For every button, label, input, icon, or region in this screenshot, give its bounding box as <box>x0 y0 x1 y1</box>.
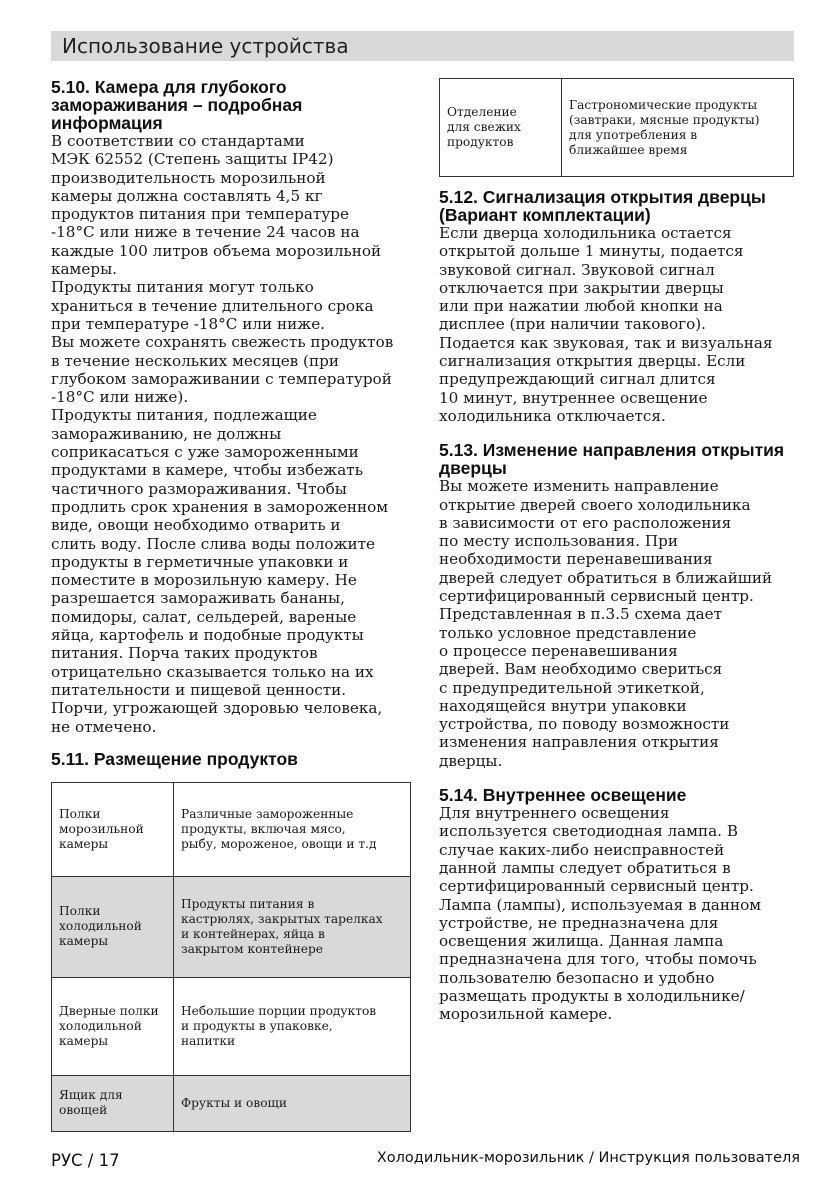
body-line: используется светодиодная лампа. В <box>439 822 738 841</box>
table-row <box>440 79 794 177</box>
body-line: освещения жилища. Данная лампа <box>439 932 724 951</box>
body-line: с предупредительной этикеткой, <box>439 678 705 697</box>
cell-line: камеры <box>59 836 109 851</box>
body-line: данной лампы следует обратиться в <box>439 858 731 877</box>
body-line: только условное представление <box>439 623 697 642</box>
cell-line: (завтраки, мясные продукты) <box>569 112 760 127</box>
body-line: размещать продукты в холодильнике/ <box>439 986 745 1005</box>
cell-line: Отделение <box>447 105 517 119</box>
body-line: в зависимости от его расположения <box>439 513 732 532</box>
body-line: замораживанию, не должны <box>51 424 282 443</box>
body-line: по месту использования. При <box>439 532 678 551</box>
body-line: питания. Порча таких продуктов <box>51 644 318 663</box>
cell-line: Фрукты и овощи <box>181 1095 288 1110</box>
section-5-12-body <box>439 224 794 425</box>
cell-line: рыбу, мороженое, овощи и т.д <box>181 836 377 851</box>
table-cell <box>440 79 562 177</box>
body-line: о процессе перенавешивания <box>439 641 678 660</box>
body-line: отключается при закрытии дверцы <box>439 278 724 297</box>
body-line: разрешается замораживать бананы, <box>51 589 345 608</box>
placement-table <box>51 782 411 1132</box>
table-cell <box>52 782 174 876</box>
table-row <box>52 977 411 1075</box>
body-line: глубоком замораживании с температурой <box>51 369 392 388</box>
body-line: В соответствии со стандартами <box>51 132 305 150</box>
body-line: храниться в течение длительного срока <box>51 296 374 315</box>
body-line: в течение нескольких месяцев (при <box>51 351 339 370</box>
section-5-13-title <box>439 441 794 477</box>
table-cell <box>52 977 174 1075</box>
left-column <box>51 78 411 1132</box>
body-line: Подается как звуковая, так и визуальная <box>439 333 773 352</box>
body-line: Продукты питания, подлежащие <box>51 406 317 425</box>
title-line: дверцы <box>439 458 507 479</box>
body-line: камеры. <box>51 260 117 279</box>
table-cell <box>174 977 411 1075</box>
body-line: частичного размораживания. Чтобы <box>51 479 347 498</box>
body-line: продлить срок хранения в замороженном <box>51 497 389 516</box>
cell-line: кастрюлях, закрытых тарелках <box>181 911 383 926</box>
cell-line: Полки <box>59 904 101 919</box>
body-line: Порчи, угрожающей здоровью человека, <box>51 699 383 718</box>
body-line: не отмечено. <box>51 717 157 736</box>
table-cell <box>174 876 411 977</box>
body-line: находящейся внутри упаковки <box>439 696 687 715</box>
body-line: виде, овощи необходимо отварить и <box>51 516 341 535</box>
section-5-13-body <box>439 477 794 770</box>
body-line: Представленная в п.3.5 схема дает <box>439 605 723 624</box>
body-line: изменения направления открытия <box>439 733 719 752</box>
body-line: поместите в морозильную камеру. Не <box>51 571 357 590</box>
document-title: Холодильник-морозильник / Инструкция пользователя <box>376 1150 800 1166</box>
cell-line: Гастрономические продукты <box>569 97 758 112</box>
right-column <box>439 78 794 1024</box>
table-row <box>52 782 411 876</box>
section-5-12-title <box>439 188 794 224</box>
cell-line: холодильной <box>59 1018 142 1033</box>
title-line: 5.13. Изменение направления открытия <box>439 440 785 461</box>
body-line: случае каких-либо неисправностей <box>439 840 725 859</box>
cell-line: камеры <box>59 1033 109 1048</box>
section-5-14-title: 5.14. Внутреннее освещение <box>439 785 687 806</box>
body-line: Продукты питания могут только <box>51 278 314 297</box>
body-line: морозильной камере. <box>439 1005 613 1024</box>
body-line: холодильника отключается. <box>439 406 666 425</box>
body-line: Если дверца холодильника остается <box>439 224 732 242</box>
body-line: сигнализация открытия дверцы. Если <box>439 352 746 371</box>
body-line: дверей. Вам необходимо свериться <box>439 660 723 679</box>
body-line: каждые 100 литров объема морозильной <box>51 241 382 260</box>
body-line: Вы можете сохранять свежесть продуктов <box>51 333 394 352</box>
cell-line: Различные замороженные <box>181 806 354 821</box>
body-line: продукты в герметичные упаковки и <box>51 552 349 571</box>
body-line: предназначена для того, чтобы помочь <box>439 950 757 969</box>
cell-line: и продукты в упаковке, <box>181 1018 333 1033</box>
table-cell <box>174 782 411 876</box>
body-line: открытой дольше 1 минуты, подается <box>439 242 744 261</box>
body-line: предупреждающий сигнал длится <box>439 370 716 389</box>
body-line: продуктов питания при температуре <box>51 205 349 224</box>
body-line: слить воду. После слива воды положите <box>51 534 375 553</box>
body-line: устройстве, не предназначена для <box>439 913 719 932</box>
body-line: -18°C или ниже). <box>51 388 189 407</box>
table-row <box>52 1075 411 1131</box>
body-line: или при нажатии любой кнопки на <box>439 297 723 316</box>
fresh-compartment-table <box>439 78 794 177</box>
section-5-14-body <box>439 804 794 1024</box>
table-row <box>52 876 411 977</box>
title-line: 5.12. Сигнализация открытия дверцы <box>439 187 766 207</box>
body-line: дисплее (при наличии такового). <box>439 315 706 334</box>
section-5-11-title: 5.11. Размещение продуктов <box>51 748 298 769</box>
cell-line: Продукты питания в <box>181 896 315 911</box>
cell-line: для употребления в <box>569 127 698 142</box>
body-line: помидоры, салат, сельдерей, вареные <box>51 607 357 626</box>
body-line: Лампа (лампы), используемая в данном <box>439 895 762 914</box>
table-cell <box>562 79 794 177</box>
cell-line: Полки <box>59 806 101 821</box>
body-line: питательности и пищевой ценности. <box>51 680 347 699</box>
body-line: открытие дверей своего холодильника <box>439 495 751 514</box>
cell-line: холодильной <box>59 919 142 934</box>
body-line: соприкасаться с уже замороженными <box>51 443 359 462</box>
cell-line: овощей <box>59 1103 108 1118</box>
body-line: МЭК 62552 (Степень защиты IP42) <box>51 150 334 169</box>
cell-line: и контейнерах, яйца в <box>181 926 325 941</box>
body-line: необходимости перенавешивания <box>439 550 713 569</box>
section-5-10-title <box>51 78 411 132</box>
body-line: устройства, по поводу возможности <box>439 715 730 734</box>
title-line: замораживания – подробная информация <box>51 95 303 133</box>
table-cell <box>52 1075 174 1131</box>
cell-line: для свежих <box>447 120 521 134</box>
body-line: пользователю безопасно и удобно <box>439 968 715 987</box>
body-line: звуковой сигнал. Звуковой сигнал <box>439 260 715 279</box>
body-line: Вы можете изменить направление <box>439 477 719 496</box>
cell-line: морозильной <box>59 821 144 836</box>
table-cell <box>52 876 174 977</box>
body-line: дверцы. <box>439 751 503 770</box>
body-line: -18°C или ниже в течение 24 часов на <box>51 223 360 242</box>
cell-line: напитки <box>181 1033 236 1048</box>
cell-line: Дверные полки <box>59 1003 159 1018</box>
title-line: (Вариант комплектации) <box>439 205 651 225</box>
body-line: дверей следует обратиться в ближайший <box>439 568 773 587</box>
body-line: яйца, картофель и подобные продукты <box>51 626 364 645</box>
header-bar <box>51 31 794 61</box>
table-cell <box>174 1075 411 1131</box>
body-line: при температуре -18°C или ниже. <box>51 314 326 333</box>
body-line: 10 минут, внутреннее освещение <box>439 388 708 407</box>
body-line: отрицательно сказывается только на их <box>51 662 374 681</box>
cell-line: закрытом контейнере <box>181 941 323 956</box>
cell-line: камеры <box>59 934 109 949</box>
cell-line: продукты, включая мясо, <box>181 821 346 836</box>
page-number: РУС / 17 <box>51 1151 120 1170</box>
cell-line: продуктов <box>447 135 514 149</box>
body-line: продуктами в камере, чтобы избежать <box>51 461 363 480</box>
body-line: Для внутреннего освещения <box>439 804 670 823</box>
body-line: сертифицированный сервисный центр. <box>439 587 754 606</box>
body-line: сертифицированный сервисный центр. <box>439 877 754 896</box>
body-line: производительность морозильной <box>51 168 326 187</box>
cell-line: ближайшее время <box>569 142 688 157</box>
page-section-title: Использование устройства <box>62 34 349 58</box>
title-line: 5.10. Камера для глубокого <box>51 77 287 97</box>
section-5-10-body <box>51 132 411 736</box>
cell-line: Небольшие порции продуктов <box>181 1003 377 1018</box>
cell-line: Ящик для <box>59 1088 123 1103</box>
body-line: камеры должна составлять 4,5 кг <box>51 186 323 205</box>
